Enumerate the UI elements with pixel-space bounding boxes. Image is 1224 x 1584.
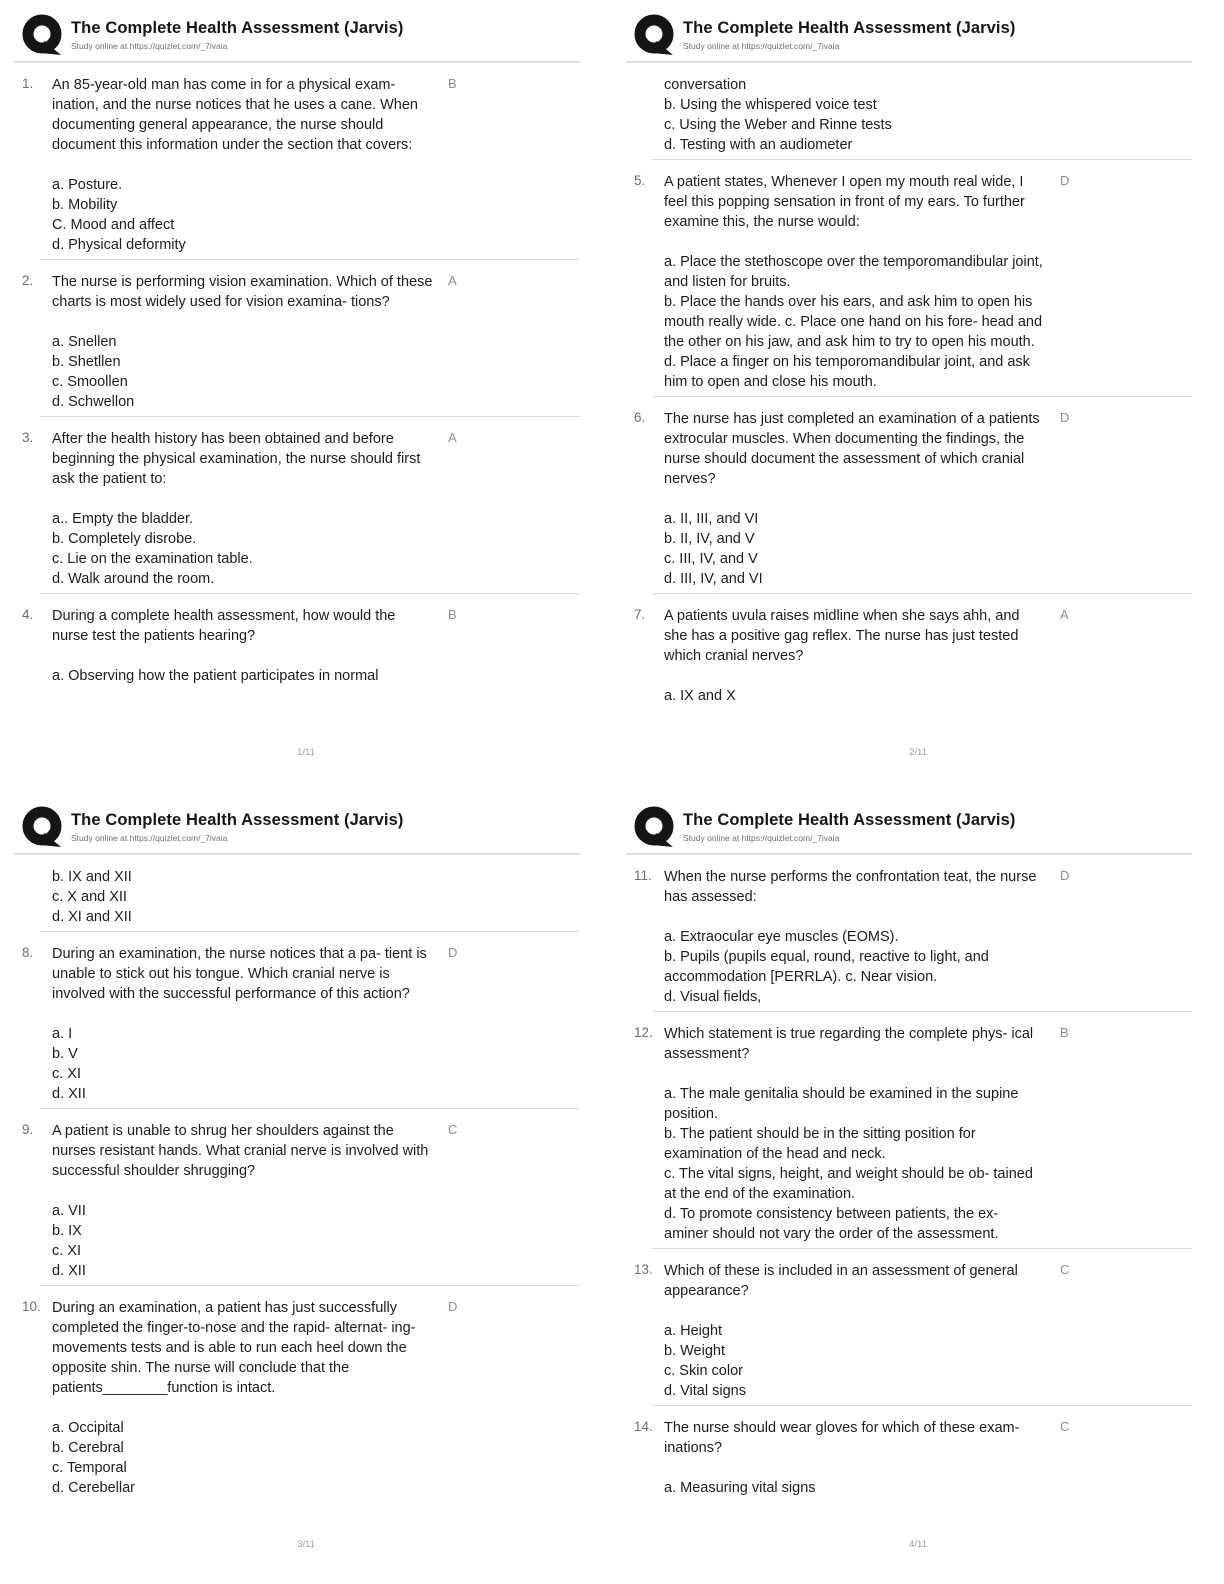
question-12: [612, 1012, 1224, 1248]
answer-option: d. Visual fields,: [664, 989, 762, 1005]
answer-option: b. V: [52, 1046, 78, 1062]
question-9: [0, 1109, 612, 1285]
study-online-link: Study online at https://quizlet.com/_7ivaia: [683, 41, 840, 51]
answer-option: conversation: [664, 77, 747, 93]
answer-option: b. Mobility: [52, 197, 118, 213]
question-2: [0, 260, 612, 416]
answer-option: C. Mood and affect: [52, 217, 175, 233]
study-online-link: Study online at https://quizlet.com/_7ivaia: [71, 41, 228, 51]
answer-option: b. Using the whispered voice test: [664, 97, 877, 113]
question-6: [612, 397, 1224, 593]
answer-option: a. VII: [52, 1203, 86, 1219]
answer-option: c. X and XII: [52, 889, 127, 905]
answer-option: a. Measuring vital signs: [664, 1480, 816, 1496]
answer-option: b. Cerebral: [52, 1440, 124, 1456]
answer-option: b. The patient should be in the sitting position for examination of the head and neck.: [664, 1126, 976, 1162]
answer-key-letter: D: [448, 1299, 458, 1314]
answer-key-letter: C: [1060, 1262, 1070, 1277]
answer-option: c. III, IV, and V: [664, 551, 758, 567]
page-title: The Complete Health Assessment (Jarvis): [71, 811, 404, 829]
answer-key-letter: A: [1060, 607, 1069, 622]
question-10: [0, 1286, 612, 1502]
question-number: 13.: [634, 1262, 653, 1277]
quizlet-logo-icon: [632, 806, 676, 850]
answer-option: b. IX: [52, 1223, 82, 1239]
question-number: 3.: [22, 430, 34, 445]
page-header: [612, 0, 1224, 58]
answer-option: b. IX and XII: [52, 869, 132, 885]
answer-key-letter: B: [448, 607, 457, 622]
study-online-link: Study online at https://quizlet.com/_7ivaia: [683, 833, 840, 843]
answer-option: a. Observing how the patient participates in normal: [52, 668, 379, 684]
quizlet-logo-icon: [20, 806, 64, 850]
page-title: The Complete Health Assessment (Jarvis): [683, 811, 1016, 829]
question-7: [612, 594, 1224, 710]
answer-key-letter: D: [1060, 868, 1070, 883]
answer-key-letter: A: [448, 430, 457, 445]
question-number: 4.: [22, 607, 34, 622]
answer-option: b. II, IV, and V: [664, 531, 755, 547]
page-title: The Complete Health Assessment (Jarvis): [71, 19, 404, 37]
answer-option: c. XI: [52, 1243, 82, 1259]
answer-option: d. III, IV, and VI: [664, 571, 763, 587]
answer-key-letter: B: [448, 76, 457, 91]
question-number: 5.: [634, 173, 646, 188]
document-page-2: [612, 0, 1224, 792]
question-13: [612, 1249, 1224, 1405]
page-number-footer: 1/11: [297, 747, 315, 758]
question-8: [0, 932, 612, 1108]
answer-key-letter: A: [448, 273, 457, 288]
answer-option: a. I: [52, 1026, 73, 1042]
page-header: [0, 0, 612, 58]
answer-key-letter: D: [1060, 410, 1070, 425]
document-page-3: [0, 792, 612, 1584]
question-number: 2.: [22, 273, 34, 288]
answer-option: b. Weight: [664, 1343, 725, 1359]
question-number: 12.: [634, 1025, 653, 1040]
document-page-1: [0, 0, 612, 792]
answer-option: b. Completely disrobe.: [52, 531, 197, 547]
answer-option: c. Using the Weber and Rinne tests: [664, 117, 892, 133]
answer-key-letter: B: [1060, 1025, 1069, 1040]
question-number: 9.: [22, 1122, 34, 1137]
page-number-footer: 3/11: [297, 1539, 315, 1550]
page-number-footer: 4/11: [909, 1539, 927, 1550]
answer-option: a. Snellen: [52, 334, 117, 350]
question-number: 6.: [634, 410, 646, 425]
question-1: [0, 63, 612, 259]
answer-option: b. Pupils (pupils equal, round, reactive to light, and accommodation [PERRLA). c. Near vision.: [664, 949, 989, 985]
question-stem: The nurse is performing vision examination. Which of these charts is most widely used for vision examina- tions?: [52, 274, 433, 310]
answer-option: d. Testing with an audiometer: [664, 137, 853, 153]
answer-option: c. Temporal: [52, 1460, 127, 1476]
answer-option: a. Height: [664, 1323, 723, 1339]
question-stem: A patient is unable to shrug her shoulders against the nurses resistant hands. What cranial nerve is involved with successful shoulder shrugging?: [52, 1123, 429, 1179]
answer-option: a. The male genitalia should be examined in the supine position.: [664, 1086, 1019, 1122]
question-4-continuation: [612, 63, 1224, 159]
answer-option: c. XI: [52, 1066, 82, 1082]
answer-key-letter: D: [448, 945, 458, 960]
question-stem: Which statement is true regarding the complete phys- ical assessment?: [664, 1026, 1034, 1062]
question-stem: After the health history has been obtained and before beginning the physical examination, the nurse should first ask the patient to:: [52, 431, 421, 487]
answer-option: c. Skin color: [664, 1363, 743, 1379]
answer-key-letter: D: [1060, 173, 1070, 188]
answer-option: d. Walk around the room.: [52, 571, 215, 587]
quizlet-logo-icon: [20, 14, 64, 58]
question-stem: A patients uvula raises midline when she says ahh, and she has a positive gag reflex. The nurse has just tested which cranial nerves?: [664, 608, 1020, 664]
answer-option: d. XI and XII: [52, 909, 132, 925]
answer-option: d. XII: [52, 1086, 86, 1102]
question-stem: The nurse has just completed an examination of a patients extrocular muscles. When documenting the findings, the nurse should document the assessment of which cranial nerves?: [664, 411, 1040, 487]
question-stem: During a complete health assessment, how would the nurse test the patients hearing?: [52, 608, 396, 644]
page-header: [0, 792, 612, 850]
answer-option: b. Shetllen: [52, 354, 121, 370]
question-stem: When the nurse performs the confrontation teat, the nurse has assessed:: [664, 869, 1037, 905]
question-4: [0, 594, 612, 690]
document-page-4: [612, 792, 1224, 1584]
answer-option: a. Place the stethoscope over the temporomandibular joint, and listen for bruits.: [664, 254, 1043, 290]
answer-option: d. Schwellon: [52, 394, 135, 410]
page-title: The Complete Health Assessment (Jarvis): [683, 19, 1016, 37]
answer-option: c. The vital signs, height, and weight should be ob- tained at the end of the examination.: [664, 1166, 1033, 1202]
answer-option: a. Extraocular eye muscles (EOMS).: [664, 929, 899, 945]
answer-option: a. IX and X: [664, 688, 736, 704]
question-number: 7.: [634, 607, 646, 622]
answer-option: a. Occipital: [52, 1420, 124, 1436]
answer-option: a.. Empty the bladder.: [52, 511, 194, 527]
answer-option: a. Posture.: [52, 177, 123, 193]
page-number-footer: 2/11: [909, 747, 927, 758]
page-header: [612, 792, 1224, 850]
question-number: 1.: [22, 76, 34, 91]
question-number: 14.: [634, 1419, 653, 1434]
question-number: 8.: [22, 945, 34, 960]
question-number: 11.: [634, 868, 652, 883]
question-14: [612, 1406, 1224, 1502]
answer-option: c. Lie on the examination table.: [52, 551, 253, 567]
question-stem: During an examination, the nurse notices that a pa- tient is unable to stick out his tongue. Which cranial nerve is involved with the successful performance of this action?: [52, 946, 427, 1002]
question-11: [612, 855, 1224, 1011]
answer-option: d. Vital signs: [664, 1383, 746, 1399]
question-stem: During an examination, a patient has just successfully completed the finger-to-nose and the rapid- alternat- ing-movements tests and is able to run each heel down the opposite shin. The nurse will conclude that the patients________function is intact.: [52, 1300, 416, 1396]
answer-option: d. Physical deformity: [52, 237, 186, 253]
question-3: [0, 417, 612, 593]
question-stem: Which of these is included in an assessment of general appearance?: [664, 1263, 1018, 1299]
question-5: [612, 160, 1224, 396]
answer-option: b. Place the hands over his ears, and ask him to open his mouth really wide. c. Place one hand on his fore- head and the other on his jaw, and ask him to try to open his mouth.: [664, 294, 1043, 350]
answer-key-letter: C: [1060, 1419, 1070, 1434]
answer-option: c. Smoollen: [52, 374, 128, 390]
question-stem: A patient states, Whenever I open my mouth real wide, I feel this popping sensation in front of my ears. To further examine this, the nurse would:: [664, 174, 1025, 230]
question-stem: The nurse should wear gloves for which of these exam- inations?: [664, 1420, 1020, 1456]
quizlet-logo-icon: [632, 14, 676, 58]
question-stem: An 85-year-old man has come in for a physical exam- ination, and the nurse notices that he uses a cane. When documenting general appearance, the nurse should document this information under the section that covers:: [52, 77, 418, 153]
answer-option: d. XII: [52, 1263, 86, 1279]
answer-option: d. To promote consistency between patients, the ex- aminer should not vary the order of the assessment.: [664, 1206, 999, 1242]
answer-option: d. Place a finger on his temporomandibular joint, and ask him to open and close his mouth.: [664, 354, 1030, 390]
answer-option: a. II, III, and VI: [664, 511, 759, 527]
answer-key-letter: C: [448, 1122, 458, 1137]
study-online-link: Study online at https://quizlet.com/_7ivaia: [71, 833, 228, 843]
question-number: 10.: [22, 1299, 41, 1314]
question-7-continuation: [0, 855, 612, 931]
answer-option: d. Cerebellar: [52, 1480, 136, 1496]
